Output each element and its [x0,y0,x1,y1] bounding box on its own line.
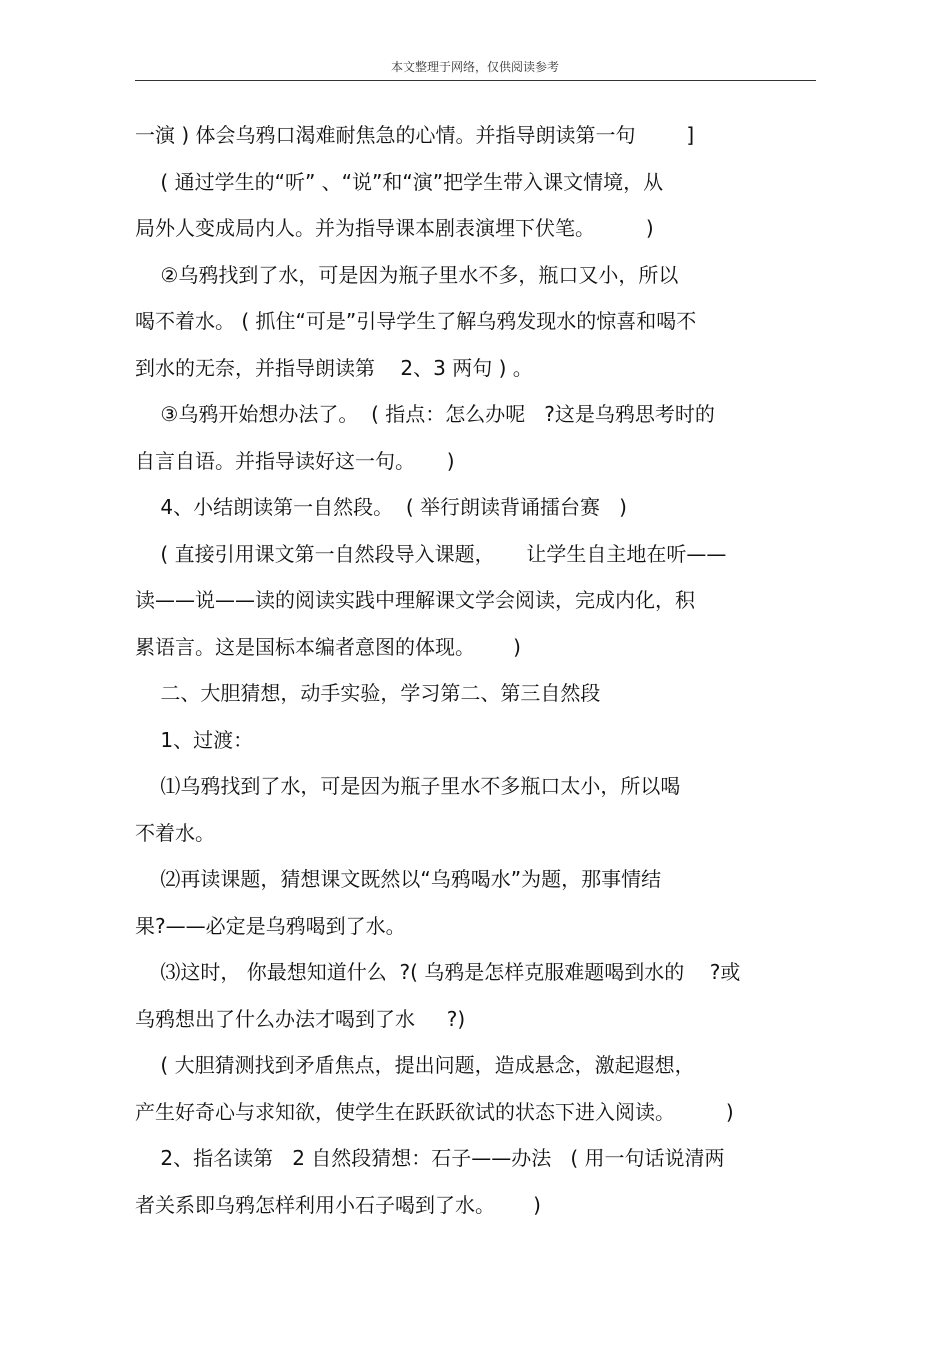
text-line: 2、指名读第 2 自然段猜想：石子——办法 ( 用一句话说清两 [135,1146,725,1170]
text-line: 乌鸦想出了什么办法才喝到了水 ?) [135,1006,466,1031]
text-line: 4、小结朗读第一自然段。 ( 举行朗读背诵擂台赛 ) [135,495,627,519]
text-line: ⑵再读课题，猜想课文既然以“乌鸦喝水”为题，那事情结 [135,867,662,891]
text-line: 1、过渡： [135,727,254,752]
text-line: ( 直接引用课文第一自然段导入课题， 让学生自主地在听—— [135,541,727,566]
text-line: ( 通过学生的“听” 、“说”和“演”把学生带入课文情境，从 [135,169,664,194]
text-line: 者关系即乌鸦怎样利用小石子喝到了水。 ) [135,1192,541,1217]
text-line: ⑶这时， 你最想知道什么 ?( 乌鸦是怎样克服难题喝到水的 ?或 [135,960,741,984]
text-line: 局外人变成局内人。并为指导课本剧表演埋下伏笔。 ) [135,216,654,240]
text-line: 果?——必定是乌鸦喝到了水。 [135,913,406,938]
text-line: 喝不着水。 ( 抓住“可是”引导学生了解乌鸦发现水的惊喜和喝不 [135,309,697,333]
text-line: ②乌鸦找到了水，可是因为瓶子里水不多，瓶口又小，所以 [135,262,679,287]
text-line: 自言自语。并指导读好这一句。 ) [135,448,455,473]
text-line: 不着水。 [135,820,215,845]
page-header: 本文整理于网络，仅供阅读参考 [390,60,559,74]
document-body [135,112,835,1228]
text-line: 到水的无奈，并指导朗读第 2、3 两句 ) 。 [135,355,533,380]
text-line: 一演 ) 体会乌鸦口渴难耐焦急的心情。并指导朗读第一句 ] [135,123,695,147]
text-line: ⑴乌鸦找到了水，可是因为瓶子里水不多瓶口太小，所以喝 [135,774,681,798]
text-line: ( 大胆猜测找到矛盾焦点，提出问题，造成悬念，激起遐想， [135,1053,695,1077]
text-line: ③乌鸦开始想办法了。 ( 指点：怎么办呢 ?这是乌鸦思考时的 [135,402,715,426]
header-divider [135,80,816,81]
text-line: 二、大胆猜想，动手实验，学习第二、第三自然段 [135,681,601,705]
text-line: 累语言。这是国标本编者意图的体现。 ) [135,634,521,659]
text-line: 读——说——读的阅读实践中理解课文学会阅读，完成内化，积 [135,588,695,612]
text-line: 产生好奇心与求知欲，使学生在跃跃欲试的状态下进入阅读。 ) [135,1099,734,1124]
